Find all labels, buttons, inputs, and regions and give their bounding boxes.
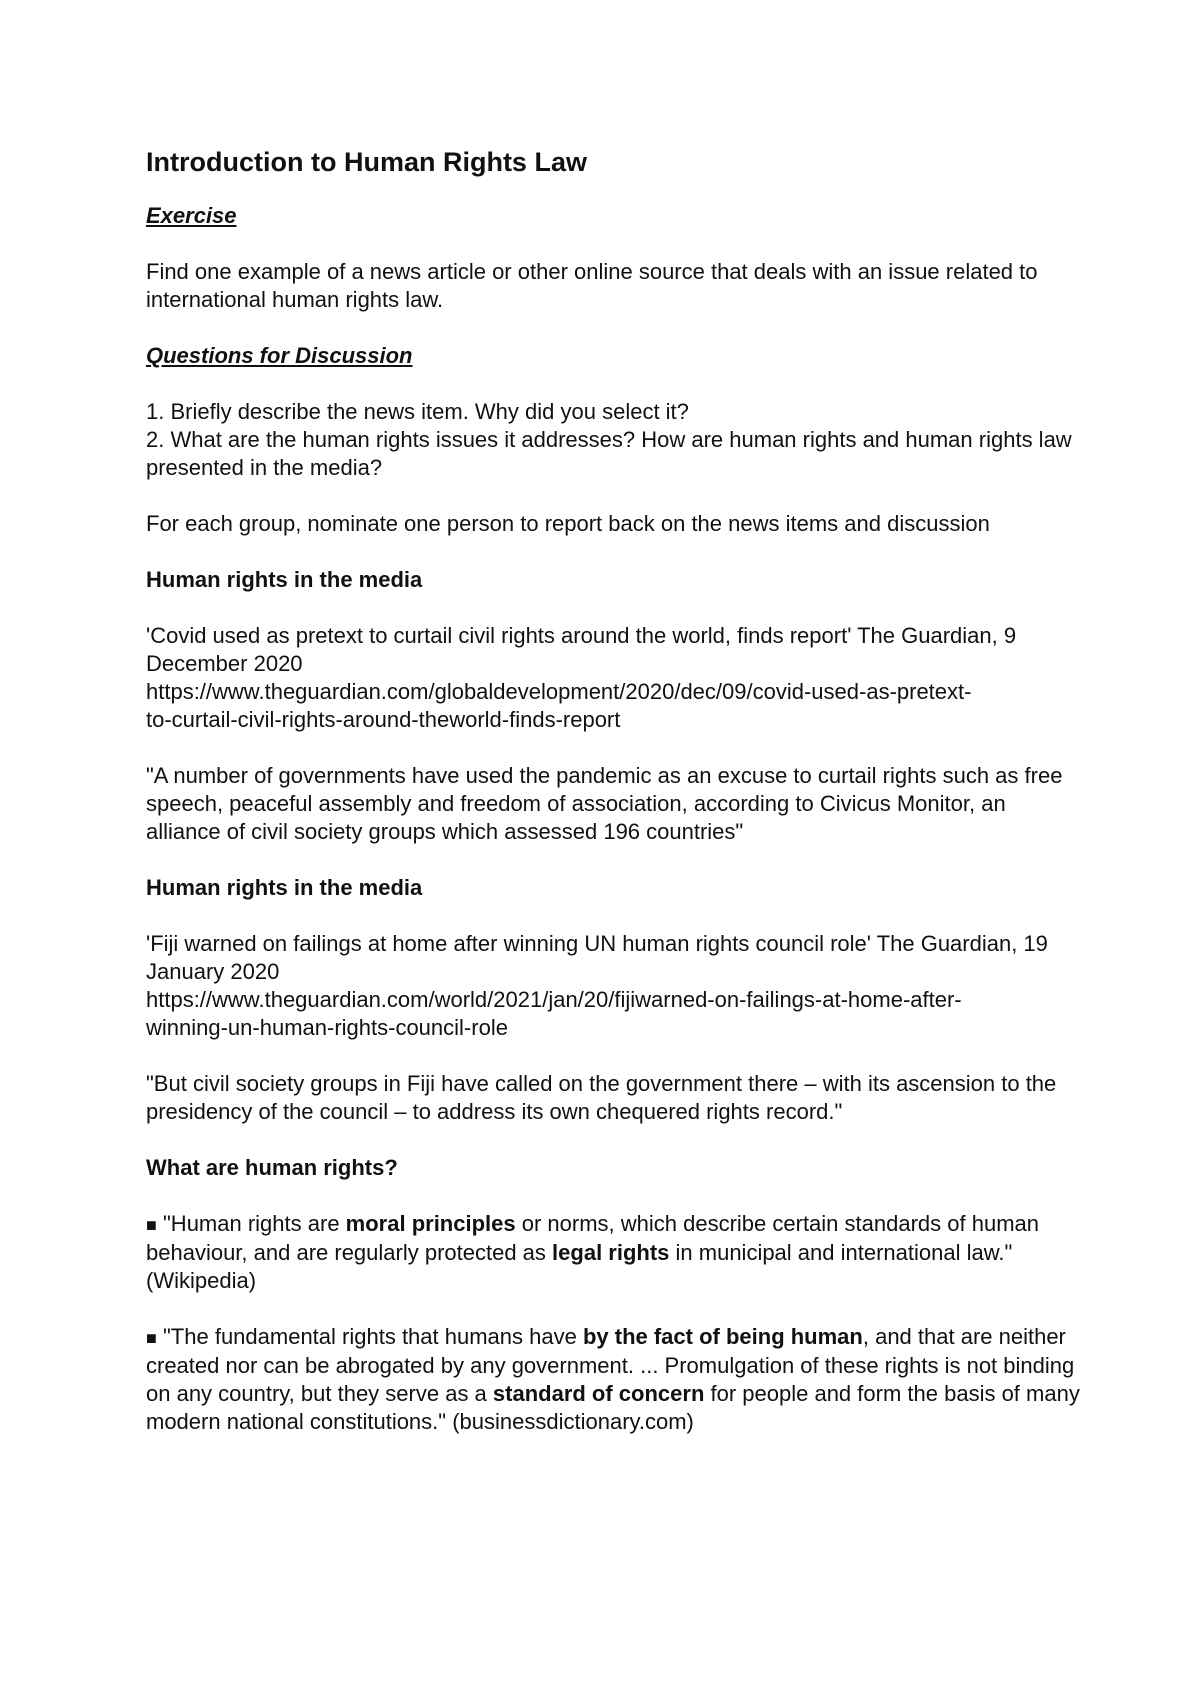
definition-2 [146, 1323, 1086, 1436]
exercise-text: Find one example of a news article or other online source that deals with an issue related to international human rights law. [146, 259, 1038, 312]
bullet-square-icon: ■ [146, 1328, 157, 1348]
definition-2-bold-a: by the fact of being human [582, 1324, 863, 1349]
definition-1-bold-a: moral principles [345, 1211, 516, 1236]
media-quote-2: "But civil society groups in Fiji have called on the government there – with its ascension to the presidency of the council – to address its own chequered rights record." [146, 1071, 1057, 1124]
discussion-instruction: For each group, nominate one person to report back on the news items and discussion [146, 511, 990, 536]
exercise-heading: Exercise [146, 203, 237, 228]
question-2: 2. What are the human rights issues it addresses? How are human rights and human rights law presented in the media? [146, 427, 1072, 480]
discussion-heading: Questions for Discussion [146, 343, 413, 368]
definition-2-text-c: for people and form the basis of many modern national constitutions." (businessdictionary.com) [146, 1381, 1080, 1434]
page-title: Introduction to Human Rights Law [146, 147, 587, 177]
media-source-2 [146, 930, 1086, 1042]
definition-2-text-a: "The fundamental rights that humans have [163, 1324, 583, 1349]
media-url-2-line-2: winning-un-human-rights-council-role [146, 1015, 508, 1040]
definitions-heading: What are human rights? [146, 1155, 398, 1180]
media-quote-1: "A number of governments have used the pandemic as an excuse to curtail rights such as free speech, peaceful assembly and freedom of association, according to Civicus Monitor, an alliance of civil society groups which assessed 196 countries" [146, 763, 1063, 844]
media-heading-2: Human rights in the media [146, 875, 423, 900]
media-citation-2: 'Fiji warned on failings at home after winning UN human rights council role' The Guardian, 19 January 2020 [146, 931, 1048, 984]
definition-1-text-a: "Human rights are [163, 1211, 346, 1236]
question-1: 1. Briefly describe the news item. Why did you select it? [146, 399, 689, 424]
definition-1-text-b: or norms, which describe certain standards of human behaviour, and are regularly protected as [146, 1211, 1039, 1265]
discussion-questions [146, 398, 1086, 482]
bullet-square-icon: ■ [146, 1215, 157, 1235]
definition-2-text-b: , and that are neither created nor can be abrogated by any government. ... Promulgation of these rights is not binding on any country, but they serve as a [146, 1324, 1075, 1406]
media-heading-1: Human rights in the media [146, 567, 423, 592]
media-citation-1: 'Covid used as pretext to curtail civil rights around the world, finds report' The Guardian, 9 December 2020 [146, 623, 1017, 676]
definition-1-bold-b: legal rights [552, 1240, 670, 1265]
media-source-1 [146, 622, 1086, 734]
definition-1-text-c: in municipal and international law." (Wikipedia) [146, 1240, 1013, 1293]
definition-2-bold-b: standard of concern [492, 1381, 705, 1406]
document-page [146, 142, 1086, 1464]
media-url-1-line-2: to-curtail-civil-rights-around-theworld-finds-report [146, 707, 621, 732]
media-url-2-line-1: https://www.theguardian.com/world/2021/jan/20/fijiwarned-on-failings-at-home-after- [146, 987, 962, 1012]
media-url-1-line-1: https://www.theguardian.com/globaldevelopment/2020/dec/09/covid-used-as-pretext- [146, 679, 972, 704]
definition-1 [146, 1210, 1086, 1295]
